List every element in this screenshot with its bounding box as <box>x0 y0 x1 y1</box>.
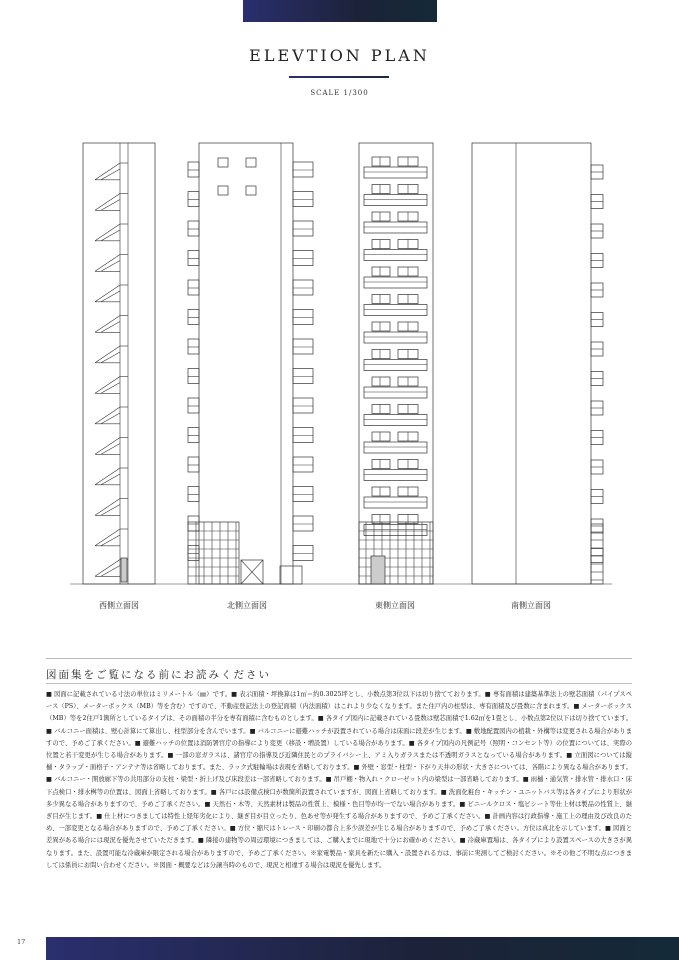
east-elevation <box>359 143 433 584</box>
east-balcony <box>364 277 427 288</box>
north-balcony-left <box>188 192 199 207</box>
north-balcony-right <box>293 398 313 413</box>
north-balcony-left <box>188 487 199 502</box>
north-elevation <box>188 143 313 584</box>
east-balcony <box>364 470 427 481</box>
north-balcony-right <box>293 457 313 472</box>
footer-accent-bar <box>46 937 679 960</box>
caption-north: 北側立面図 <box>227 601 267 610</box>
north-ramp <box>280 566 302 584</box>
north-balcony-right <box>293 162 313 177</box>
notice-body: ■ 図面に記載されている寸法の単位はミリメートル（㎜）です。■ 表示面積・坪換算は1㎡＝約0.3025坪とし、小数点第3位以下は切り捨てております。■ 専有面積は建築基準法上の壁芯面積（パイプスペース（PS）、メーターボックス（MB）等を含む）ですので、不動産登記法上の登記面積（内法面積）はこれより少なくなります。また住戸内の柱型は、専有面積及び畳数に含まれます。■ メーターボックス（MB）等を2住戸1箇所としているタイプは、その面積の半分を専有面積に含むものとします。■ 各タイプ図内に記載されている畳数は壁芯面積で1.62㎡を1畳とし、小数点第2位以下は切り捨てています。■ バルコニー面積は、壁心計算にて算出し、柱型部分を含んでいます。■ バルコニーに避難ハッチが設置されている場合は床面に段差が生じます。■ 敷地配置図内の植栽・外構等は変更される場合がありますので、予めご了承ください。■ 避難ハッチの位置は消防署官庁の指導により変更（移設・増設置）している場合があります。■ 各タイプ図内の凡例記号（照明・コンセント等）の位置については、実際の位置と若干変更が生じる場合があります。■ 一部の窓ガラスは、諸官庁の指導及び近隣住民とのプライバシー上、アミ入りガラスまたは不透明ガラスとなっている場合があります。■ 立面図については縦樋・タラップ・面格子・アンテナ等は省略しております。また、ラック式駐輪場は表現を省略しております。■ 外壁・窓型・柱型・下がり天井の形状・大きさについては、各階により異なる場合があります。■ バルコニー・開放廊下等の共用部分の支柱・梁型・折上げ及び床段差は一部省略しております。■ 吊戸棚・物入れ・クローゼット内の梁型は一部省略しております。■ 雨樋・通気管・排水管・排水口・床下点検口・排水桝等の位置は、図面上省略しております。■ 各戸には設備点検口が数箇所設置されていますが、図面上省略しております。■ 洗面化粧台・キッチン・ユニットバス等は各タイプにより形状が多少異なる場合がありますので、予めご了承ください。■ 天然石・木等、天然素材は製品の性質上、模様・色目等が均一でない場合があります。■ ビニールクロス・塩ビシート等仕上材は製品の性質上、継ぎ目が生じます。■ 仕上材につきましては特性上経年劣化により、継ぎ目が目立ったり、色あせ等が発生する場合がありますので、予めご了承ください。■ 計画内容は行政指導・施工上の理由及び改良のため、一部変更となる場合がありますので、予めご了承ください。■ 方位・縮尺はトレース・印刷の都合上多少誤差が生じる場合がありますので、予めご了承ください。方位は真北を示しています。■ 図面と差異がある場合には現況を優先させていただきます。■ 隣接の建物等の周辺環境につきましては、ご購入までに現地で十分にお確かめください。■ 冷蔵庫置場は、各タイプにより設置スペースの大きさが異なります。また、設置可能な冷蔵庫が限定される場合がありますので、予めご了承ください。※家電製品・家具を新たに購入・設置される方は、事前に実測してご検討ください。※その他ご不明な点につきましては係員にお問い合わせください。※図面・概要などは分譲当時のもので、現況と相違する場合は現況を優先します。 <box>46 691 632 869</box>
north-balcony-right <box>293 251 313 266</box>
east-balcony <box>364 442 427 453</box>
north-window <box>218 186 228 195</box>
north-balcony-left <box>188 162 199 177</box>
north-balcony-left <box>188 398 199 413</box>
east-window-a <box>372 432 390 441</box>
east-window-a <box>372 460 390 469</box>
caption-south: 南側立面図 <box>511 601 551 610</box>
east-balcony <box>364 195 427 206</box>
east-window-a <box>372 157 390 166</box>
east-window-a <box>372 212 390 221</box>
south-outline <box>472 143 591 584</box>
west-stair-run <box>101 200 120 211</box>
north-balcony-left <box>188 428 199 443</box>
north-balcony-right <box>293 192 313 207</box>
north-balcony-right <box>293 546 313 561</box>
west-elevation <box>83 143 155 584</box>
west-stair-run <box>101 413 120 424</box>
north-balcony-right <box>293 428 313 443</box>
east-door <box>371 556 385 584</box>
east-balcony <box>364 305 427 316</box>
notice-top-rule <box>46 658 632 659</box>
notice-bottom-rule <box>46 683 632 684</box>
caption-west: 西側立面図 <box>99 601 139 610</box>
north-balcony-right <box>293 339 313 354</box>
north-balcony-left <box>188 310 199 325</box>
east-window-a <box>372 295 390 304</box>
north-balcony-right <box>293 487 313 502</box>
north-outline <box>199 143 293 584</box>
east-outline <box>359 143 433 584</box>
west-stair-run <box>101 169 120 180</box>
west-stair-run <box>101 444 120 455</box>
east-window-a <box>372 487 390 496</box>
notice-heading: 図面集をご覧になる前にお読みください <box>46 669 271 681</box>
north-window <box>218 158 228 167</box>
north-balcony-left <box>188 457 199 472</box>
north-balcony-left <box>188 369 199 384</box>
west-stair-run <box>101 322 120 333</box>
north-balcony-right <box>293 369 313 384</box>
east-balcony <box>364 415 427 426</box>
west-stair-run <box>101 352 120 363</box>
north-balcony-right <box>293 310 313 325</box>
east-balcony <box>364 360 427 371</box>
page-number: 17 <box>17 938 26 946</box>
west-stair-run <box>101 474 120 485</box>
east-balcony <box>364 250 427 261</box>
west-stair-run <box>101 505 120 516</box>
north-window <box>246 186 256 195</box>
west-stair-run <box>101 230 120 241</box>
east-balcony <box>364 332 427 343</box>
north-balcony-right <box>293 516 313 531</box>
east-window-a <box>372 185 390 194</box>
east-balcony <box>364 167 427 178</box>
north-balcony-right <box>293 221 313 236</box>
north-window <box>246 158 256 167</box>
north-balcony-left <box>188 339 199 354</box>
east-window-a <box>372 267 390 276</box>
caption-east: 東側立面図 <box>375 601 415 610</box>
west-stair-run <box>101 261 120 272</box>
south-elevation <box>472 143 603 584</box>
west-stair-run <box>101 535 120 546</box>
north-balcony-left <box>188 251 199 266</box>
east-window-a <box>372 240 390 249</box>
west-stair-run <box>101 566 120 577</box>
west-stair-run <box>101 383 120 394</box>
east-balcony <box>364 222 427 233</box>
east-window-a <box>372 405 390 414</box>
north-balcony-left <box>188 516 199 531</box>
scale-label: SCALE 1/300 <box>310 89 369 97</box>
west-stair-run <box>101 291 120 302</box>
east-balcony <box>364 387 427 398</box>
east-window-a <box>372 377 390 386</box>
east-window-a <box>372 350 390 359</box>
west-outline <box>83 143 155 584</box>
east-window-a <box>372 322 390 331</box>
north-balcony-left <box>188 221 199 236</box>
page-title: ELEVTION PLAN <box>249 46 430 65</box>
north-balcony-left <box>188 280 199 295</box>
east-balcony <box>364 525 427 536</box>
west-door <box>121 558 127 582</box>
east-balcony <box>364 497 427 508</box>
north-balcony-right <box>293 280 313 295</box>
